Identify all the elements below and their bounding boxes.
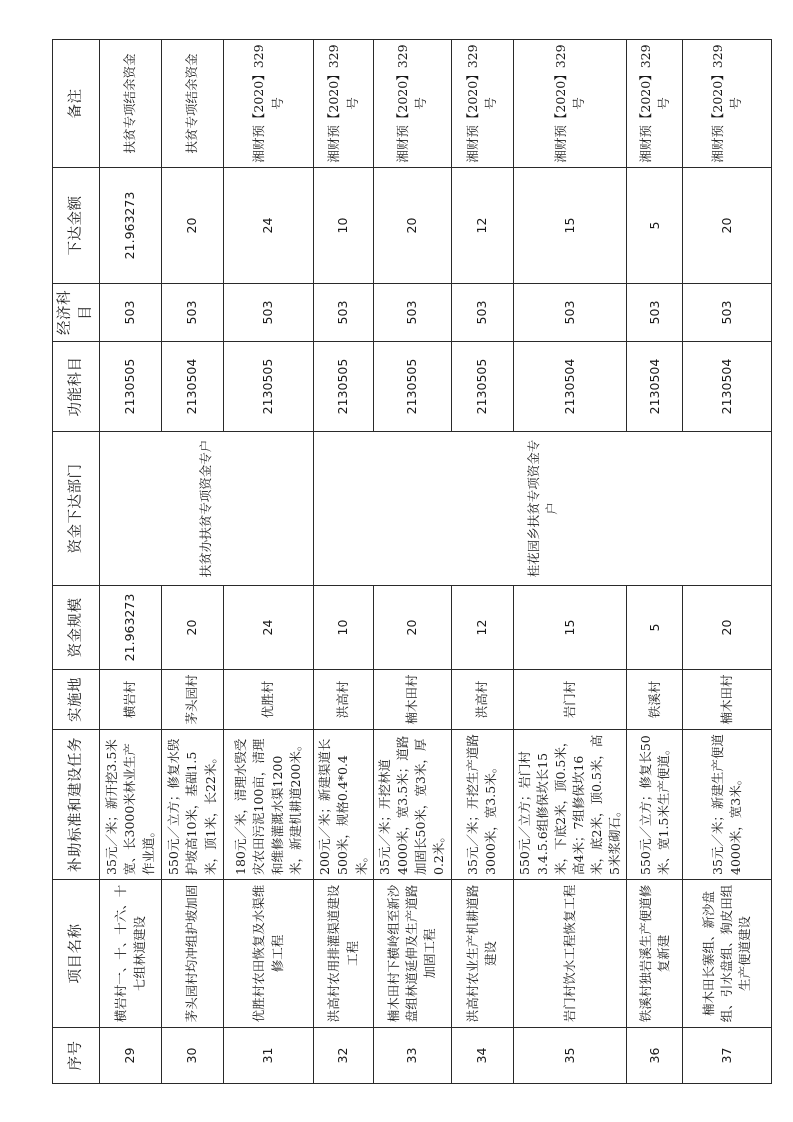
header-row [53,40,100,1084]
cell-amount: 20 [683,168,772,284]
cell-amount: 12 [451,168,513,284]
header-func: 功能科目 [53,342,100,432]
cell-name: 楠木田村下横岭组至新沙盘组林道延伸及生产道路加固工程 [374,880,452,1028]
cell-standard: 35元／米；开挖生产道路3000米，宽3.5米。 [451,730,513,880]
cell-scale: 15 [513,586,627,670]
cell-func: 2130504 [627,342,683,432]
cell-no: 34 [451,1028,513,1084]
cell-amount: 5 [627,168,683,284]
cell-note: 湘财预【2020】329号 [627,40,683,168]
cell-note: 湘财预【2020】329号 [513,40,627,168]
cell-econ: 503 [162,284,224,342]
cell-scale: 20 [374,586,452,670]
cell-standard: 200元／米；新建渠道长500米，规格0.4*0.4米。 [314,730,374,880]
cell-name: 楠木田长寨组、新沙盘组、引水盘组、狗皮田组生产便道建设 [683,880,772,1028]
table-row [314,40,374,1084]
header-standard: 补助标准和建设任务 [53,730,100,880]
cell-location: 岩门村 [513,670,627,730]
cell-func: 2130505 [374,342,452,432]
cell-no: 35 [513,1028,627,1084]
cell-name: 岩门村饮水工程恢复工程 [513,880,627,1028]
table-row [100,40,162,1084]
cell-standard: 35元／米；新开挖3.5米宽、长3000米林业生产作业道。 [100,730,162,880]
cell-note: 湘财预【2020】329号 [683,40,772,168]
cell-econ: 503 [683,284,772,342]
cell-name: 优胜村农田恢复及水渠维修工程 [224,880,314,1028]
cell-standard: 35元／米；新建生产便道4000米，宽3米。 [683,730,772,880]
cell-location: 优胜村 [224,670,314,730]
cell-amount: 20 [374,168,452,284]
header-dept: 资金下达部门 [53,432,100,586]
cell-scale: 10 [314,586,374,670]
cell-name: 茅头园村均冲组护坡加固 [162,880,224,1028]
cell-econ: 503 [627,284,683,342]
cell-location: 茅头园村 [162,670,224,730]
header-note: 备注 [53,40,100,168]
cell-location: 洪高村 [451,670,513,730]
cell-amount: 24 [224,168,314,284]
header-location: 实施地 [53,670,100,730]
cell-econ: 503 [100,284,162,342]
cell-name: 铁溪村独岩溪生产便道修复新建 [627,880,683,1028]
cell-scale: 12 [451,586,513,670]
header-name: 项目名称 [53,880,100,1028]
cell-scale: 21.963273 [100,586,162,670]
cell-location: 楠木田村 [374,670,452,730]
cell-standard: 550元／立方；修复长50米、宽1.5米生产便道。 [627,730,683,880]
cell-scale: 20 [683,586,772,670]
header-no: 序号 [53,1028,100,1084]
cell-dept-b: 桂花园乡扶贫专项资金专户 [314,432,772,586]
cell-func: 2130504 [683,342,772,432]
cell-no: 31 [224,1028,314,1084]
cell-note: 扶贫专项结余资金 [162,40,224,168]
cell-scale: 5 [627,586,683,670]
cell-note: 湘财预【2020】329号 [374,40,452,168]
cell-location: 铁溪村 [627,670,683,730]
cell-amount: 21.963273 [100,168,162,284]
cell-no: 33 [374,1028,452,1084]
cell-func: 2130505 [224,342,314,432]
cell-name: 横岩村一、十、十六、十七组林道建设 [100,880,162,1028]
cell-note: 湘财预【2020】329号 [451,40,513,168]
cell-name: 洪高村农业生产机耕道路建设 [451,880,513,1028]
header-amount: 下达金额 [53,168,100,284]
cell-note: 湘财预【2020】329号 [314,40,374,168]
cell-econ: 503 [513,284,627,342]
cell-no: 32 [314,1028,374,1084]
cell-econ: 503 [224,284,314,342]
cell-standard: 35元／米；开挖林道4000米，宽3.5米；道路加固长50米，宽3米，厚0.2米。 [374,730,452,880]
rotated-page [52,40,753,1084]
cell-econ: 503 [374,284,452,342]
cell-location: 楠木田村 [683,670,772,730]
cell-amount: 10 [314,168,374,284]
cell-note: 扶贫专项结余资金 [100,40,162,168]
cell-amount: 15 [513,168,627,284]
cell-func: 2130504 [162,342,224,432]
cell-econ: 503 [314,284,374,342]
cell-dept-a: 扶贫办扶贫专项资金专户 [100,432,314,586]
cell-no: 37 [683,1028,772,1084]
cell-scale: 24 [224,586,314,670]
cell-standard: 550元／立方；岩门村3.4.5.6组修保坎长15米，下底2米，顶0.5米，高4米；7组修保坎16米，底2米，顶0.5米，高5米浆砌石。 [513,730,627,880]
cell-func: 2130504 [513,342,627,432]
cell-func: 2130505 [451,342,513,432]
cell-standard: 180元／米，清理水毁受灾农田污泥100亩，清理和维修灌溉水渠1200米，新建机耕道200米。 [224,730,314,880]
header-econ: 经济科目 [53,284,100,342]
cell-no: 30 [162,1028,224,1084]
cell-location: 洪高村 [314,670,374,730]
cell-standard: 550元／立方；修复水毁护坡高10米，基础1.5米，顶1米，长22米。 [162,730,224,880]
cell-func: 2130505 [100,342,162,432]
cell-amount: 20 [162,168,224,284]
cell-no: 36 [627,1028,683,1084]
cell-func: 2130505 [314,342,374,432]
header-scale: 资金规模 [53,586,100,670]
cell-location: 横岩村 [100,670,162,730]
cell-econ: 503 [451,284,513,342]
cell-no: 29 [100,1028,162,1084]
cell-name: 洪高村农用排灌渠道建设工程 [314,880,374,1028]
project-table [52,39,772,1084]
cell-note: 湘财预【2020】329号 [224,40,314,168]
cell-scale: 20 [162,586,224,670]
